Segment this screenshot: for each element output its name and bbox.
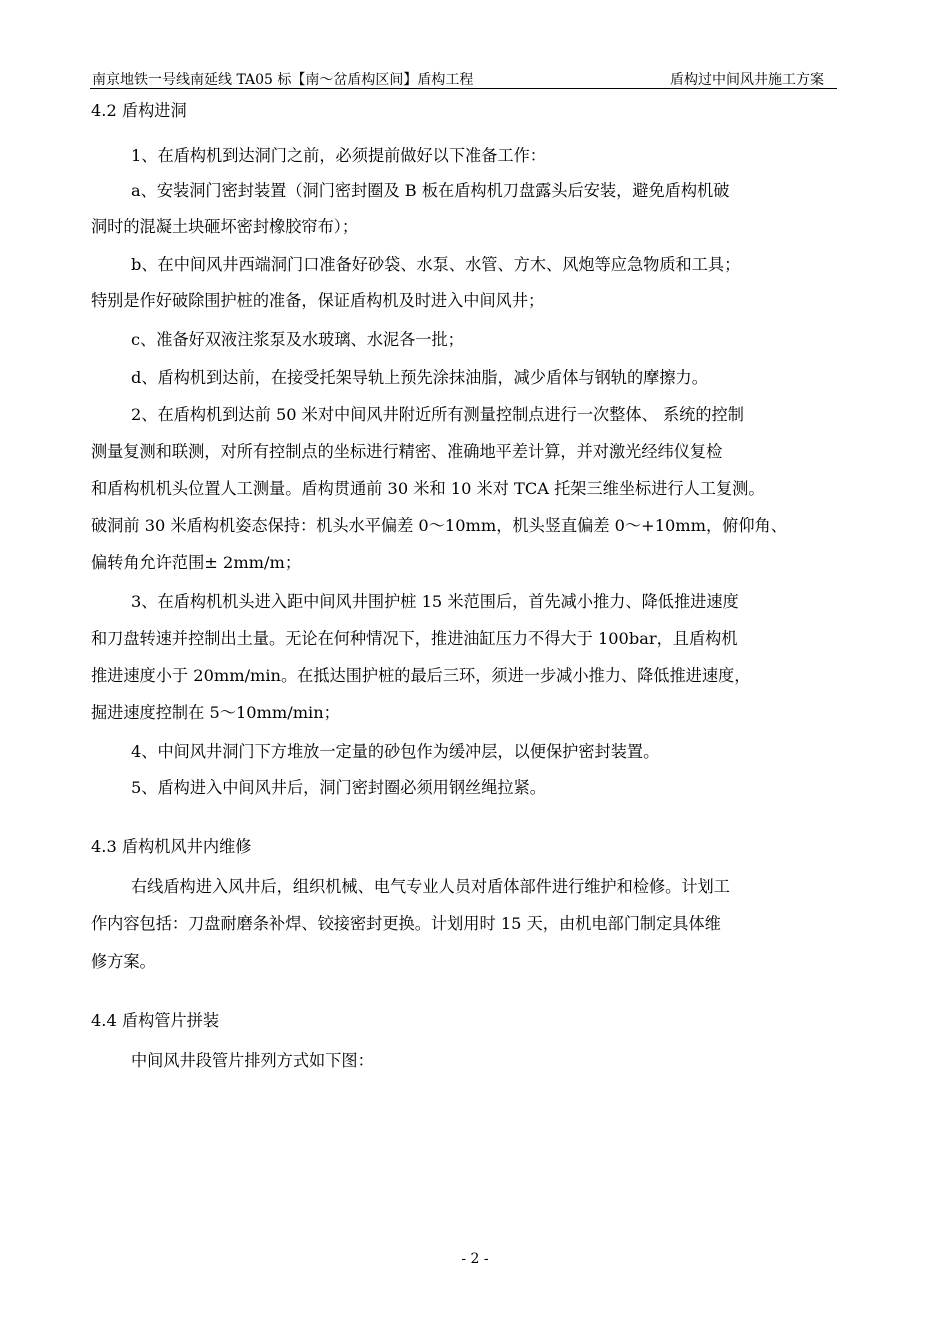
header-divider [90,88,837,89]
paragraph-line: 洞时的混凝土块砸坏密封橡胶帘布）； [91,217,359,236]
section-4-4-heading: 4.4 盾构管片拼装 [91,1011,220,1030]
paragraph-line: 推进速度小于 20mm/min。在抵达围护桩的最后三环，须进一步减小推力、降低推进速度， [91,666,751,685]
paragraph-line: c、准备好双液注浆泵及水玻璃、水泥各一批； [131,330,464,349]
paragraph-line: 中间风井段管片排列方式如下图： [131,1051,374,1070]
paragraph-line: b、在中间风井西端洞门口准备好砂袋、水泵、水管、方木、风炮等应急物质和工具； [131,255,741,274]
paragraph-line: 作内容包括：刀盘耐磨条补焊、铰接密封更换。计划用时 15 天，由机电部门制定具体维 [91,914,721,933]
section-4-3-heading: 4.3 盾构机风井内维修 [91,837,252,856]
paragraph-line: 1、在盾构机到达洞门之前，必须提前做好以下准备工作： [131,146,546,165]
paragraph-line: 偏转角允许范围± 2mm/m； [91,553,302,572]
paragraph-line: 掘进速度控制在 5～10mm/min； [91,703,340,722]
paragraph-line: 3、在盾构机机头进入距中间风井围护桩 15 米范围后，首先减小推力、降低推进速度 [131,592,739,611]
paragraph-line: 特别是作好破除围护桩的准备，保证盾构机及时进入中间风井； [91,291,545,310]
paragraph-line: 和盾构机机头位置人工测量。盾构贯通前 30 米和 10 米对 TCA 托架三维坐标进行人工复测。 [91,479,765,498]
header-document-title: 盾构过中间风井施工方案 [670,72,824,88]
paragraph-line: 4、中间风井洞门下方堆放一定量的砂包作为缓冲层，以便保护密封装置。 [131,742,660,761]
paragraph-line: 破洞前 30 米盾构机姿态保持：机头水平偏差 0～10mm，机头竖直偏差 0～+10mm，俯仰角、 [91,516,787,535]
paragraph-line: 右线盾构进入风井后，组织机械、电气专业人员对盾体部件进行维护和检修。计划工 [131,877,730,896]
paragraph-line: d、盾构机到达前，在接受托架导轨上预先涂抹油脂，减少盾体与钢轨的摩擦力。 [131,368,708,387]
paragraph-line: a、安装洞门密封装置（洞门密封圈及 B 板在盾构机刀盘露头后安装，避免盾构机破 [131,181,730,200]
paragraph-line: 5、盾构进入中间风井后，洞门密封圈必须用钢丝绳拉紧。 [131,778,546,797]
section-4-2-heading: 4.2 盾构进洞 [91,101,187,120]
paragraph-line: 测量复测和联测，对所有控制点的坐标进行精密、准确地平差计算，并对激光经纬仪复检 [91,442,723,461]
header-project-title: 南京地铁一号线南延线 TA05 标【南～岔盾构区间】盾构工程 [92,72,474,88]
paragraph-line: 修方案。 [91,952,156,971]
paragraph-line: 和刀盘转速并控制出土量。无论在何种情况下，推进油缸压力不得大于 100bar，且盾构机 [91,629,738,648]
paragraph-line: 2、在盾构机到达前 50 米对中间风井附近所有测量控制点进行一次整体、 系统的控制 [131,405,744,424]
page-number: - 2 - [461,1251,489,1267]
